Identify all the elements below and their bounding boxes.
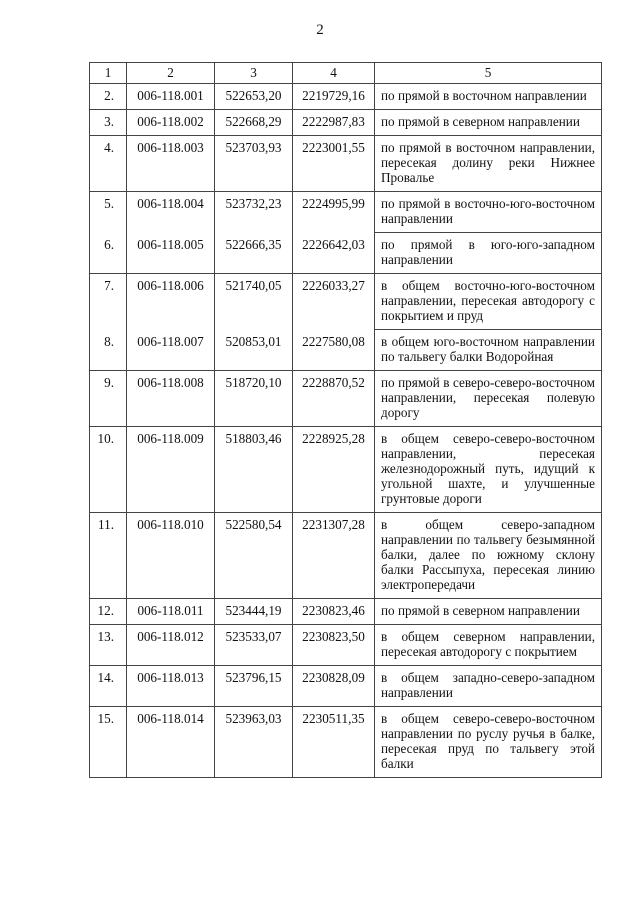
- point-code: 006-118.014: [127, 707, 215, 778]
- coord-x: 523703,93: [215, 136, 293, 192]
- coord-y: 2228870,52: [293, 371, 375, 427]
- row-number: 10.: [97, 431, 114, 446]
- point-code: 006-118.001: [127, 84, 215, 110]
- table-row: [90, 371, 602, 427]
- point-code: 006-118.011: [127, 599, 215, 625]
- coord-y: 2226033,27: [293, 274, 375, 330]
- coord-x: 523732,23: [215, 192, 293, 233]
- point-code: 006-118.002: [127, 110, 215, 136]
- route-description: по прямой в восточном направлении: [375, 84, 602, 110]
- coord-y: 2226642,03: [293, 233, 375, 274]
- coord-x: 522666,35: [215, 233, 293, 274]
- coord-y: 2222987,83: [293, 110, 375, 136]
- coord-y: 2228925,28: [293, 427, 375, 513]
- coord-x: 518803,46: [215, 427, 293, 513]
- coord-x: 523533,07: [215, 625, 293, 666]
- point-code: 006-118.007: [127, 330, 215, 371]
- point-code: 006-118.005: [127, 233, 215, 274]
- coord-x: 522580,54: [215, 513, 293, 599]
- point-code: 006-118.013: [127, 666, 215, 707]
- coord-x: 523963,03: [215, 707, 293, 778]
- coord-y: 2223001,55: [293, 136, 375, 192]
- table-row: [90, 136, 602, 192]
- row-number: 2.: [104, 88, 114, 103]
- row-number: 12.: [97, 603, 114, 618]
- coord-y: 2224995,99: [293, 192, 375, 233]
- row-number: 8.: [104, 333, 114, 349]
- coord-x: 520853,01: [215, 330, 293, 371]
- route-description: в общем западно-северо-западном направлении: [375, 666, 602, 707]
- row-number: 6.: [104, 236, 114, 252]
- coord-y: 2230828,09: [293, 666, 375, 707]
- page-number: 2: [316, 22, 324, 38]
- table-header-row: [90, 63, 602, 84]
- coord-x: 518720,10: [215, 371, 293, 427]
- route-description: в общем северо-западном направлении по тальвегу безымянной балки, далее по южному склону балки Рассыпуха, пересекая линию электропередачи: [375, 513, 602, 599]
- coord-x: 523796,15: [215, 666, 293, 707]
- coord-y: 2219729,16: [293, 84, 375, 110]
- table-row: [90, 625, 602, 666]
- point-code: 006-118.009: [127, 427, 215, 513]
- row-number: 3.: [104, 114, 114, 129]
- point-code: 006-118.008: [127, 371, 215, 427]
- coord-y: 2230823,50: [293, 625, 375, 666]
- table-row: [90, 599, 602, 625]
- coord-y: 2231307,28: [293, 513, 375, 599]
- row-number: 13.: [97, 629, 114, 644]
- route-description: по прямой в северном направлении: [375, 599, 602, 625]
- column-header: 3: [215, 63, 293, 84]
- table-row: [90, 427, 602, 513]
- row-number: 14.: [97, 670, 114, 685]
- coord-y: 2230823,46: [293, 599, 375, 625]
- row-number: 11.: [98, 517, 114, 532]
- point-code: 006-118.004: [127, 192, 215, 233]
- route-description: по прямой в восточно-юго-восточном направлении: [375, 192, 602, 233]
- route-description: по прямой в северо-северо-восточном направлении, пересекая полевую дорогу: [375, 371, 602, 427]
- table-row: [90, 110, 602, 136]
- row-number: 7.: [104, 278, 114, 293]
- boundary-table: [89, 62, 602, 778]
- table-row: [90, 330, 602, 371]
- route-description: в общем юго-восточном направлении по тальвегу балки Водоройная: [375, 330, 602, 371]
- coord-x: 522653,20: [215, 84, 293, 110]
- row-number: 9.: [104, 375, 114, 390]
- column-header: 4: [293, 63, 375, 84]
- table-row: [90, 274, 602, 330]
- route-description: в общем северо-северо-восточном направлении, пересекая железнодорожный путь, идущий к угольной шахте, и улучшенные грунтовые дороги: [375, 427, 602, 513]
- route-description: в общем восточно-юго-восточном направлении, пересекая автодорогу с покрытием и пруд: [375, 274, 602, 330]
- row-number: 4.: [104, 140, 114, 155]
- point-code: 006-118.003: [127, 136, 215, 192]
- route-description: по прямой в северном направлении: [375, 110, 602, 136]
- route-description: в общем северо-северо-восточном направлении по руслу ручья в балке, пересекая пруд по тальвегу этой балки: [375, 707, 602, 778]
- point-code: 006-118.010: [127, 513, 215, 599]
- row-number: 15.: [97, 711, 114, 726]
- coord-y: 2230511,35: [293, 707, 375, 778]
- coord-y: 2227580,08: [293, 330, 375, 371]
- table-row: [90, 84, 602, 110]
- column-header: 5: [375, 63, 602, 84]
- route-description: по прямой в юго-юго-западном направлении: [375, 233, 602, 274]
- route-description: в общем северном направлении, пересекая автодорогу с покрытием: [375, 625, 602, 666]
- point-code: 006-118.012: [127, 625, 215, 666]
- table-row: [90, 192, 602, 233]
- column-header: 1: [90, 63, 127, 84]
- table-row: [90, 513, 602, 599]
- coord-x: 523444,19: [215, 599, 293, 625]
- table-row: [90, 707, 602, 778]
- route-description: по прямой в восточном направлении, пересекая долину реки Нижнее Провалье: [375, 136, 602, 192]
- column-header: 2: [127, 63, 215, 84]
- table-row: [90, 233, 602, 274]
- row-number: 5.: [104, 196, 114, 211]
- coord-x: 521740,05: [215, 274, 293, 330]
- coord-x: 522668,29: [215, 110, 293, 136]
- table-row: [90, 666, 602, 707]
- point-code: 006-118.006: [127, 274, 215, 330]
